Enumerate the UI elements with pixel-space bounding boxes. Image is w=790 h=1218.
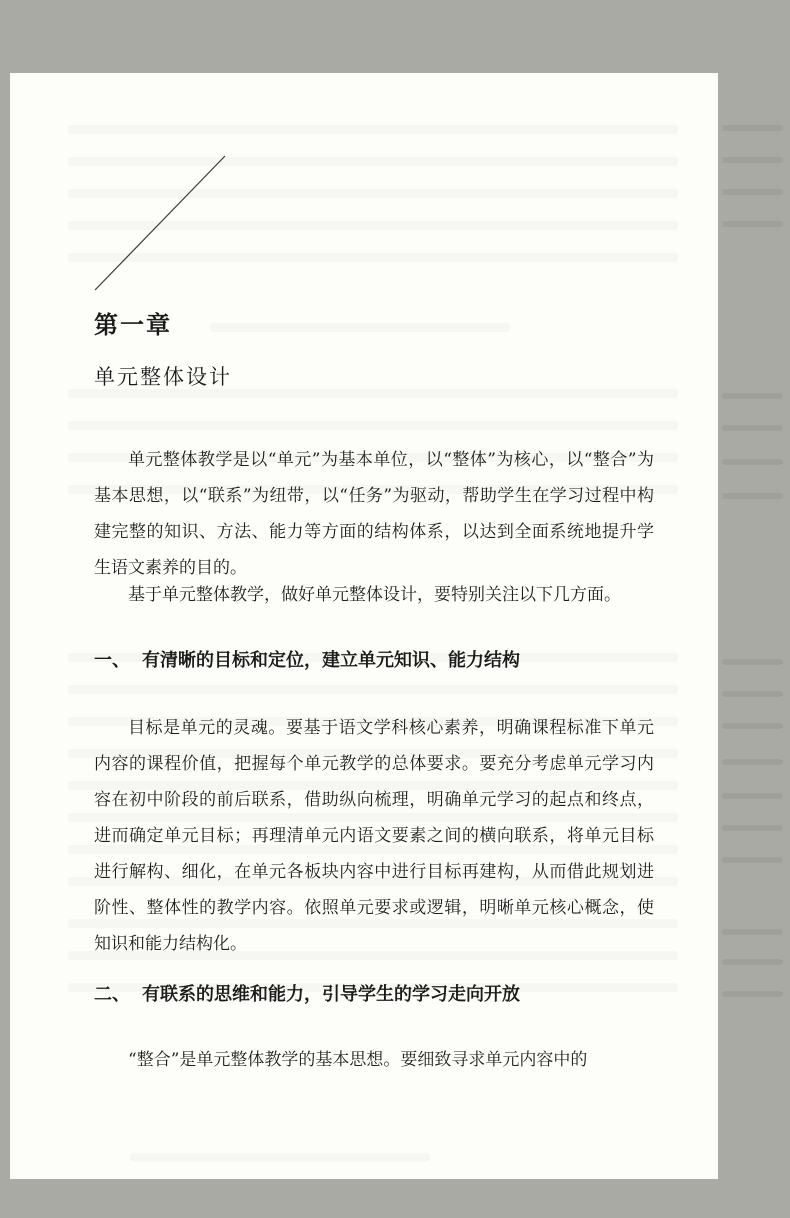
section-one-body: 目标是单元的灵魂。要基于语文学科核心素养，明确课程标准下单元内容的课程价值，把握每个单元教学的总体要求。要充分考虑单元学习内容在初中阶段的前后联系，借助纵向梳理，明确单元学习的起点和终点，进而确定单元目标；再理清单元内语文要素之间的横向联系，将单元目标进行解构、细化，在单元各板块内容中进行目标再建构，从而借此规划进阶性、整体性的教学内容。依照单元要求或逻辑，明晰单元核心概念，使知识和能力结构化。 <box>94 718 654 954</box>
book-page <box>10 73 718 1179</box>
section-two-title: 有联系的思维和能力，引导学生的学习走向开放 <box>142 984 520 1005</box>
intro-paragraph: 单元整体教学是以“单元”为基本单位，以“整体”为核心，以“整合”为基本思想，以“联系”为纽带，以“任务”为驱动，帮助学生在学习过程中构建完整的知识、方法、能力等方面的结构体系，以达到全面系统地提升学生语文素养的目的。 <box>94 450 654 578</box>
chapter-diagonal-rule <box>10 73 718 1179</box>
section-two-number: 二、 <box>94 984 130 1005</box>
section-one-title: 有清晰的目标和定位，建立单元知识、能力结构 <box>142 650 520 671</box>
section-two-heading <box>94 981 520 1009</box>
chapter-title: 单元整体设计 <box>94 365 232 389</box>
chapter-label: 第一章 <box>94 311 172 339</box>
section-one-heading <box>94 647 520 675</box>
section-one-number: 一、 <box>94 650 130 671</box>
lead-paragraph: 基于单元整体教学，做好单元整体设计，要特别关注以下几方面。 <box>128 585 621 605</box>
section-two-body: “整合”是单元整体教学的基本思想。要细致寻求单元内容中的 <box>128 1050 588 1070</box>
